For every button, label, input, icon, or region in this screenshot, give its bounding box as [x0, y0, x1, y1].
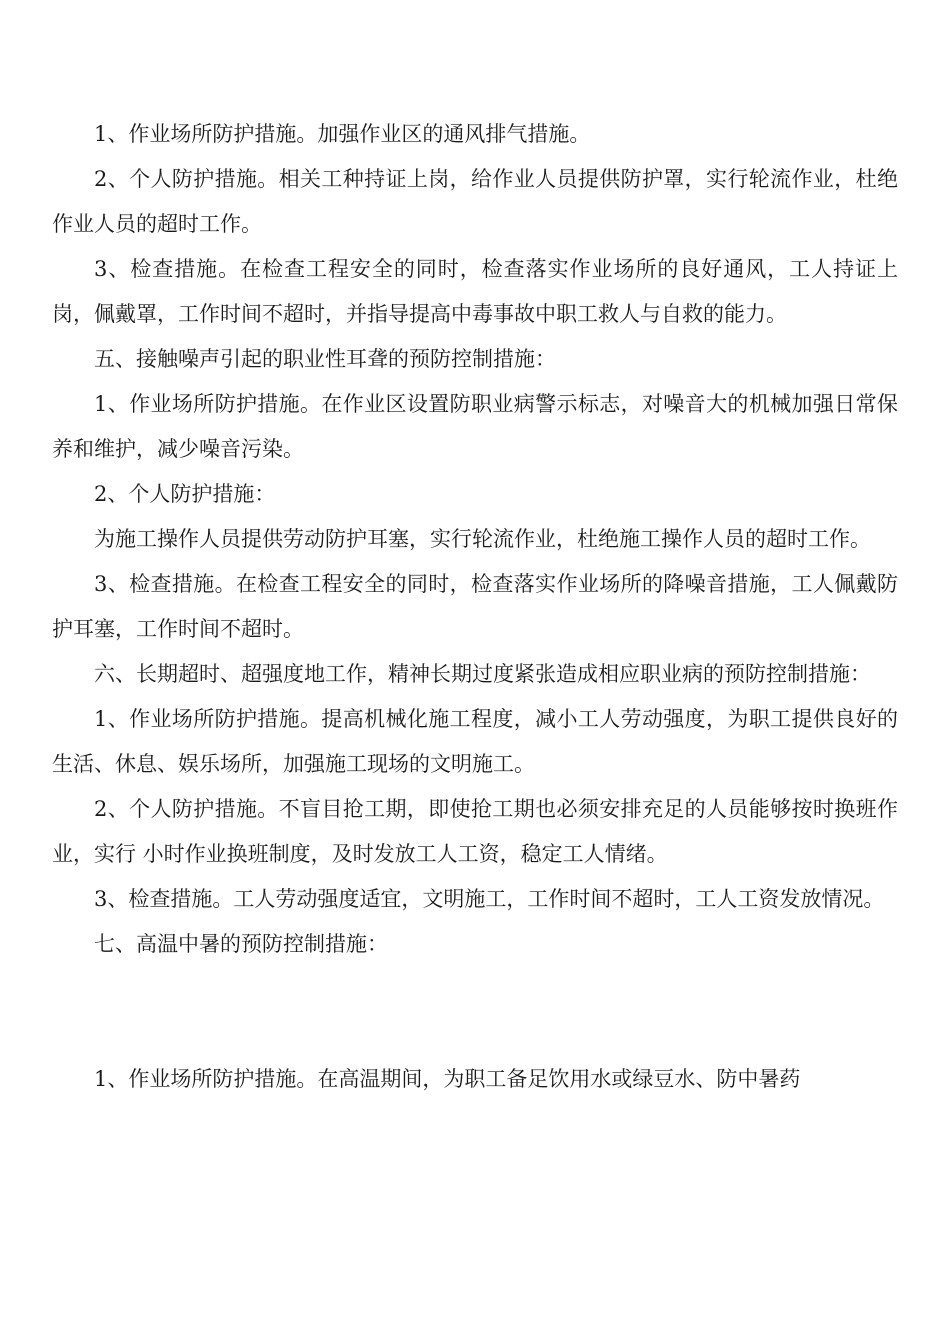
paragraph: 2、个人防护措施： [94, 482, 276, 506]
paragraph: 3、检查措施。工人劳动强度适宜，文明施工，工作时间不超时，工人工资发放情况。 [94, 887, 885, 911]
paragraph: 2、个人防护措施。不盲目抢工期，即使抢工期也必须安排充足的人员能够按时换班作业，实行 小时作业换班制度，及时发放工人工资，稳定工人情绪。 [52, 797, 898, 866]
paragraph: 1、作业场所防护措施。加强作业区的通风排气措施。 [94, 122, 591, 146]
paragraph: 1、作业场所防护措施。提高机械化施工程度，减小工人劳动强度，为职工提供良好的生活、休息、娱乐场所，加强施工现场的文明施工。 [52, 707, 898, 776]
section-heading: 六、长期超时、超强度地工作，精神长期过度紧张造成相应职业病的预防控制措施： [94, 662, 871, 686]
document-body [52, 112, 898, 1102]
section-heading: 七、高温中暑的预防控制措施： [94, 932, 388, 956]
paragraph: 3、检查措施。在检查工程安全的同时，检查落实作业场所的良好通风，工人持证上岗，佩戴罩，工作时间不超时，并指导提高中毒事故中职工救人与自救的能力。 [52, 257, 898, 326]
paragraph: 为施工操作人员提供劳动防护耳塞，实行轮流作业，杜绝施工操作人员的超时工作。 [94, 527, 871, 551]
page-gap [52, 967, 898, 1057]
paragraph: 1、作业场所防护措施。在高温期间，为职工备足饮用水或绿豆水、防中暑药 [94, 1067, 801, 1091]
paragraph: 3、检查措施。在检查工程安全的同时，检查落实作业场所的降噪音措施，工人佩戴防护耳塞，工作时间不超时。 [52, 572, 898, 641]
section-heading: 五、接触噪声引起的职业性耳聋的预防控制措施： [94, 347, 556, 371]
paragraph: 2、个人防护措施。相关工种持证上岗，给作业人员提供防护罩，实行轮流作业，杜绝作业人员的超时工作。 [52, 167, 898, 236]
paragraph: 1、作业场所防护措施。在作业区设置防职业病警示标志，对噪音大的机械加强日常保养和维护，减少噪音污染。 [52, 392, 898, 461]
